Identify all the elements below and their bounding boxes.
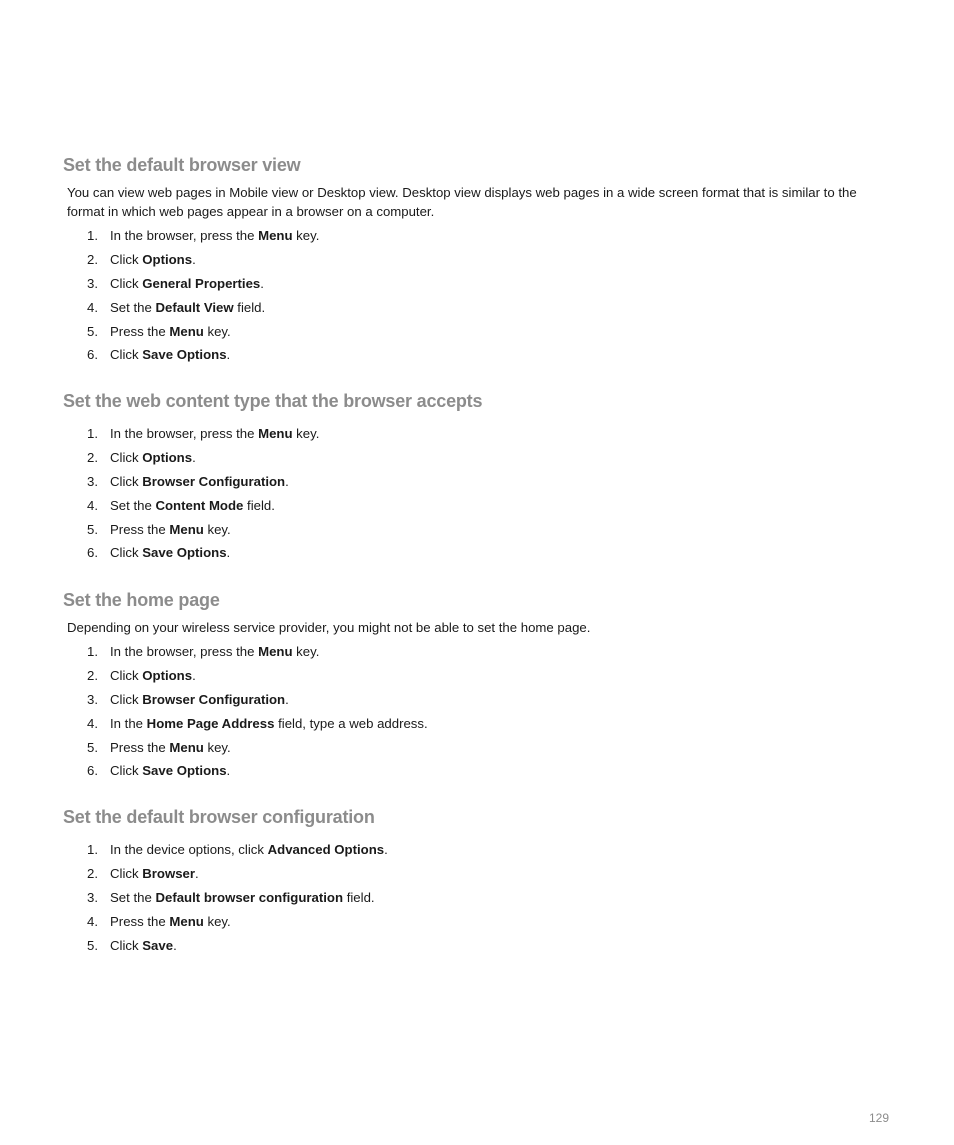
document-page: Set the default browser view You can view web pages in Mobile view or Desktop view. Desktop view displays web pages in a wide screen format that is similar to the format in which web pages appear in a browser on a computer. 1. In the browser, press the Menu key. 2. Click Options. 3. Click General Properties. 4. Set the Default View field. 5. Press the Menu key. 6. Click Save Options. Set the web content type that the browser accepts 1. In the browser, press the Menu key. 2. Click Options. 3. Click Browser Configuration. 4. Set the Content Mode field. 5. Press the Menu key. 6. Click Save Options. Set the home page Depending on your wireless service provider, you might not be able to set the home page. 1. In the browser, press the Menu key. 2. Click Options. 3. Click Browser Configuration. 4. In the Home Page Address field, type a web address. 5. Press the Menu key. 6. Click Save Options. Set the default browser configuration 1. In the device options, click Advanced Options. 2. Click Browser. 3. Set the Default browser configuration field. 4. Press the Menu key. 5. Click Save. 129 [0,0,954,1145]
section-intro: You can view web pages in Mobile view or Desktop view. Desktop view displays web pages in a wide screen format that is similar to the format in which web pages appear in a browser on a computer. [67,185,857,219]
section-heading: Set the web content type that the browser accepts [63,391,483,411]
section-intro: Depending on your wireless service provider, you might not be able to set the home page. [67,620,591,635]
section-heading: Set the default browser configuration [63,807,375,827]
section-heading: Set the home page [63,590,220,610]
section-heading: Set the default browser view [63,155,301,175]
page-number: 129 [869,1111,890,1125]
